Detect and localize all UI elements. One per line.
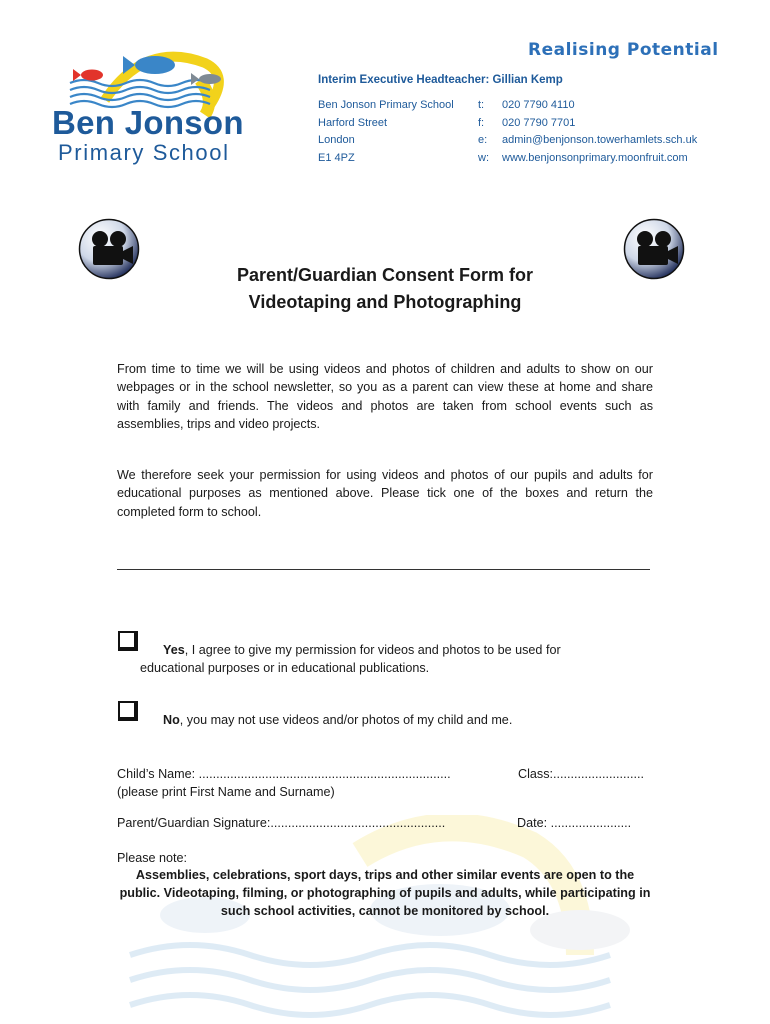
address-line: Ben Jonson Primary School: [318, 99, 454, 111]
address-line: London: [318, 134, 355, 146]
headteacher-line: Interim Executive Headteacher: Gillian Kemp: [318, 74, 563, 86]
contact-label: t:: [478, 99, 485, 111]
class-field[interactable]: Class:..........................: [518, 767, 644, 781]
form-title-line1: Parent/Guardian Consent Form for: [236, 265, 534, 285]
child-name-hint: (please print First Name and Surname): [117, 785, 335, 799]
no-option-text: [163, 711, 512, 729]
contact-value: admin@benjonson.towerhamlets.sch.uk: [502, 134, 698, 146]
contact-value: 020 7790 4110: [502, 99, 575, 111]
address-line: E1 4PZ: [318, 151, 355, 164]
school-name: Ben Jonson: [52, 104, 244, 141]
form-title-line2: Videotaping and Photographing: [248, 292, 522, 312]
address-line: Harford Street: [318, 116, 388, 129]
contact-value: www.benjonsonprimary.moonfruit.com: [502, 151, 688, 164]
school-address: [318, 97, 454, 167]
child-name-field[interactable]: Child’s Name: ........................................................................: [117, 767, 451, 781]
contact-value: 020 7790 7701: [502, 116, 576, 129]
contact-website: [478, 150, 697, 168]
no-checkbox[interactable]: [118, 701, 138, 721]
contact-label: f:: [478, 116, 485, 129]
contact-fax: [478, 115, 697, 133]
note-label: Please note:: [117, 851, 188, 865]
contact-label: w:: [478, 151, 489, 164]
date-field[interactable]: Date: .......................: [517, 816, 632, 830]
note-text: Assemblies, celebrations, sport days, trips and other similar events are open to the public. Videotaping, filming, or photographing of pupils and adults, while participating in such school activities, cannot be monitored by school.: [119, 868, 651, 918]
no-description: , you may not use videos and/or photos of my child and me.: [179, 713, 513, 727]
form-title: [120, 262, 650, 316]
school-motto: Realising Potential: [528, 40, 719, 60]
permission-paragraph: We therefore seek your permission for using videos and photos of our pupils and adults for educational purposes as mentioned above. Please tick one of the boxes and return the completed form to school.: [117, 468, 653, 519]
yes-option-text: [163, 641, 561, 659]
contact-details: [478, 97, 697, 167]
yes-option-text-line2: educational purposes or in educational publications.: [140, 661, 430, 675]
contact-label: e:: [478, 134, 488, 146]
contact-email: [478, 132, 697, 150]
divider-line: [117, 569, 650, 570]
intro-paragraph: From time to time we will be using videos and photos of children and adults to show on our webpages or in the school newsletter, so you as a parent can view these at home and share with family and friends. The videos and photos are taken from school events such as assemblies, trips and video projects.: [117, 362, 653, 431]
yes-label: Yes: [163, 643, 185, 657]
contact-phone: [478, 97, 697, 115]
signature-field[interactable]: Parent/Guardian Signature:..................................................: [117, 816, 446, 830]
yes-description: , I agree to give my permission for videos and photos to be used for: [184, 643, 561, 657]
yes-checkbox[interactable]: [118, 631, 138, 651]
fish-red-icon: [73, 69, 103, 81]
no-label: No: [163, 713, 180, 727]
school-subtitle: Primary School: [58, 140, 230, 165]
